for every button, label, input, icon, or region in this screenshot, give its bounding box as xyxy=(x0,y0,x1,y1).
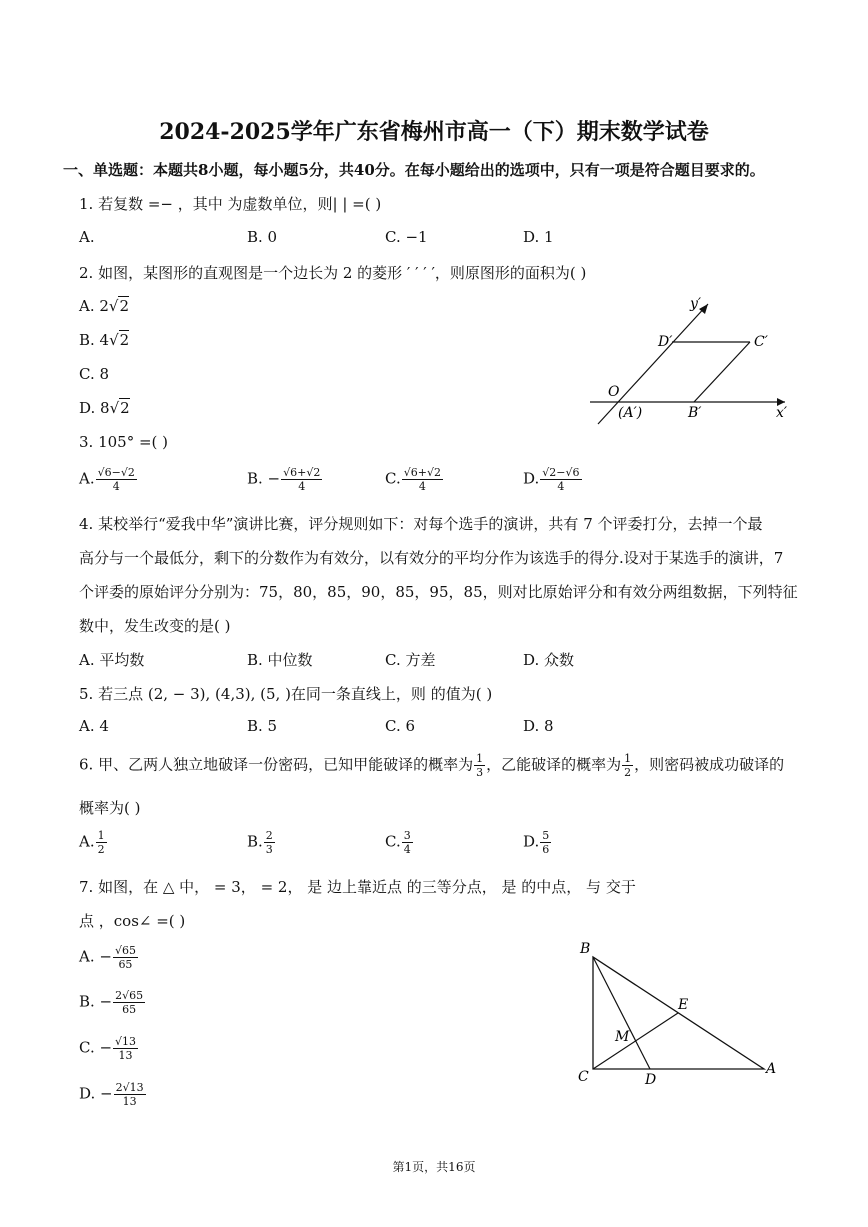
q2-a-root: 2 xyxy=(119,297,130,315)
question-4-line-3: 个评委的原始评分分别为：75，80，85，90，85，95，85，则对比原始评分和有效分两组数据，下列特征 xyxy=(79,583,798,601)
fraction xyxy=(402,829,413,856)
question-3-stem: 3. 105° =( ) xyxy=(79,433,169,451)
label-m: M xyxy=(615,1029,630,1045)
q2-option-a xyxy=(79,297,129,315)
q2-b-prefix: B. 4 xyxy=(79,331,110,349)
q2-a-prefix: A. 2 xyxy=(79,297,109,315)
numerator: 2 xyxy=(265,829,273,842)
numerator: √6−√2 xyxy=(97,466,135,479)
q6-c-prefix: C. xyxy=(385,832,401,851)
q6-b-prefix: B. xyxy=(247,832,263,851)
q6-option-d xyxy=(523,829,552,856)
denominator: 4 xyxy=(403,843,411,856)
q4-option-b: B. 中位数 xyxy=(247,651,313,669)
q3-option-c xyxy=(385,466,444,493)
q3-d-prefix: D. xyxy=(523,469,540,488)
page-footer: 第1页，共16页 xyxy=(392,1160,476,1174)
q1-option-b: B. 0 xyxy=(247,228,278,246)
q3-option-d xyxy=(523,466,583,493)
denominator: 2 xyxy=(97,843,105,856)
denominator: 4 xyxy=(557,480,565,493)
numerator: 1 xyxy=(624,752,632,765)
fraction xyxy=(113,944,138,971)
question-2-stem: 2. 如图，某图形的直观图是一个边长为 2 的菱形 ′ ′ ′ ′，则原图形的面积为( ) xyxy=(79,264,587,282)
q2-option-d xyxy=(79,399,130,417)
question-1-stem: 1. 若复数 =− ，其中 为虚数单位，则| | =( ) xyxy=(79,195,382,213)
q2-rhombus-figure xyxy=(580,290,800,430)
denominator: 4 xyxy=(418,480,426,493)
denominator: 2 xyxy=(624,766,632,779)
q6-option-b xyxy=(247,829,276,856)
q6-text-1: 6. 甲、乙两人独立地破译一份密码，已知甲能破译的概率为 xyxy=(79,755,474,774)
question-7-line-2: 点 ，cos∠ =( ) xyxy=(79,912,186,930)
fraction xyxy=(540,466,581,493)
fraction xyxy=(402,466,443,493)
fraction xyxy=(264,829,275,856)
page-title: 2024-2025学年广东省梅州市高一（下）期末数学试卷 xyxy=(159,119,709,145)
label-a: A xyxy=(766,1061,777,1077)
q5-option-a: A. 4 xyxy=(79,717,109,735)
segment-ce xyxy=(593,1013,678,1069)
label-a: (A′) xyxy=(618,405,643,421)
denominator: 65 xyxy=(118,958,133,971)
numerator: 2√65 xyxy=(115,989,144,1002)
q1-option-d: D. 1 xyxy=(523,228,554,246)
q4-option-c: C. 方差 xyxy=(385,651,436,669)
fraction xyxy=(96,466,137,493)
q7-a-prefix: A. − xyxy=(79,947,112,966)
numerator: √2−√6 xyxy=(542,466,580,479)
q4-option-d: D. 众数 xyxy=(523,651,575,669)
numerator: √13 xyxy=(115,1035,137,1048)
q6-option-a xyxy=(79,829,108,856)
label-o: O xyxy=(608,384,620,400)
question-4-line-4: 数中，发生改变的是( ) xyxy=(79,617,231,635)
q2-d-root: 2 xyxy=(120,399,130,417)
q2-d-prefix: D. 8 xyxy=(79,399,110,417)
q2-option-b xyxy=(79,331,129,349)
question-4-line-2: 高分与一个最低分，剩下的分数作为有效分，以有效分的平均分作为该选手的得分.设对于某选手的演讲，7 xyxy=(79,549,784,567)
q3-option-b xyxy=(247,466,323,493)
denominator: 4 xyxy=(298,480,306,493)
q3-c-prefix: C. xyxy=(385,469,401,488)
label-b: B xyxy=(580,941,591,957)
denominator: 13 xyxy=(122,1095,137,1108)
question-6-line-2: 概率为( ) xyxy=(79,799,141,817)
fraction xyxy=(113,989,145,1016)
denominator: 3 xyxy=(476,766,484,779)
q4-option-a: A. 平均数 xyxy=(79,651,145,669)
label-d: D′ xyxy=(658,334,673,350)
label-y: y′ xyxy=(690,296,702,312)
q5-option-b: B. 5 xyxy=(247,717,278,735)
q5-option-d: D. 8 xyxy=(523,717,554,735)
fraction xyxy=(113,1035,138,1062)
numerator: √6+√2 xyxy=(403,466,441,479)
q2-b-root: 2 xyxy=(119,331,130,349)
question-5-stem: 5. 若三点 (2, − 3), (4,3), (5, )在同一条直线上，则 的值为( ) xyxy=(79,685,493,703)
q6-option-c xyxy=(385,829,414,856)
numerator: 2√13 xyxy=(115,1081,144,1094)
q1-option-a: A. xyxy=(79,228,95,246)
q7-option-b xyxy=(79,989,146,1016)
numerator: √6+√2 xyxy=(283,466,321,479)
numerator: 5 xyxy=(542,829,550,842)
label-x: x′ xyxy=(776,405,788,421)
fraction xyxy=(540,829,551,856)
label-c: C xyxy=(578,1069,589,1085)
q7-b-prefix: B. − xyxy=(79,992,113,1011)
q7-option-d xyxy=(79,1081,147,1108)
q6-d-prefix: D. xyxy=(523,832,540,851)
fraction xyxy=(622,752,633,779)
question-7-line-1: 7. 如图，在 △ 中， = 3， = 2， 是 边上靠近点 的三等分点， 是 的中点， 与 交于 xyxy=(79,878,636,896)
q7-option-a xyxy=(79,944,139,971)
q1-option-c: C. −1 xyxy=(385,228,428,246)
denominator: 65 xyxy=(122,1003,137,1016)
sqrt-sign: √ xyxy=(109,399,120,417)
numerator: √65 xyxy=(114,944,136,957)
q3-a-prefix: A. xyxy=(79,469,95,488)
denominator: 13 xyxy=(118,1049,133,1062)
q7-d-prefix: D. − xyxy=(79,1084,113,1103)
fraction xyxy=(96,829,107,856)
q7-c-prefix: C. − xyxy=(79,1038,113,1057)
label-b: B′ xyxy=(688,405,702,421)
q5-option-c: C. 6 xyxy=(385,717,416,735)
q7-option-c xyxy=(79,1035,139,1062)
side-cb xyxy=(694,342,750,402)
question-6-line-1 xyxy=(79,752,784,779)
label-d: D xyxy=(645,1072,657,1088)
section-heading: 一、单选题：本题共8小题，每小题5分，共40分。在每小题给出的选项中，只有一项是符合题目要求的。 xyxy=(63,161,765,179)
segment-bd xyxy=(593,957,650,1069)
numerator: 1 xyxy=(476,752,484,765)
sqrt-sign: √ xyxy=(108,297,119,315)
q6-text-3: ，则密码被成功破译的 xyxy=(634,755,785,774)
numerator: 3 xyxy=(403,829,411,842)
q7-triangle-figure xyxy=(570,935,790,1095)
label-c: C′ xyxy=(754,334,768,350)
numerator: 1 xyxy=(97,829,105,842)
q6-a-prefix: A. xyxy=(79,832,95,851)
question-4-line-1: 4. 某校举行“爱我中华”演讲比赛，评分规则如下：对每个选手的演讲，共有 7 个评委打分，去掉一个最 xyxy=(79,515,763,533)
q2-option-c: C. 8 xyxy=(79,365,110,383)
q6-text-2: ，乙能破译的概率为 xyxy=(486,755,622,774)
denominator: 4 xyxy=(112,480,120,493)
label-e: E xyxy=(678,997,689,1013)
sqrt-sign: √ xyxy=(109,331,119,349)
q3-option-a xyxy=(79,466,138,493)
denominator: 3 xyxy=(265,843,273,856)
fraction xyxy=(114,1081,146,1108)
q3-b-prefix: B. − xyxy=(247,469,281,488)
fraction xyxy=(281,466,322,493)
fraction xyxy=(474,752,485,779)
denominator: 6 xyxy=(542,843,550,856)
